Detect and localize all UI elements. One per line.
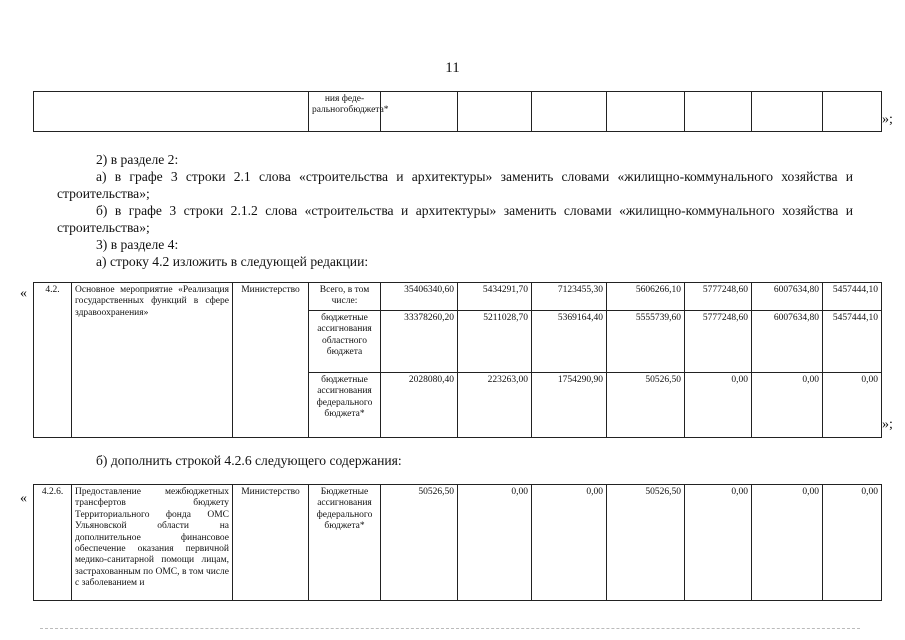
fragment-cell bbox=[458, 92, 532, 132]
source-federal: бюджетные ассигнования федерального бюджета* bbox=[309, 372, 381, 437]
paragraph-section-4: 3) в разделе 4: bbox=[96, 237, 179, 252]
value-cell: 6007634,80 bbox=[752, 283, 823, 311]
top-fragment-table bbox=[33, 91, 882, 132]
value-cell: 50526,50 bbox=[607, 485, 685, 601]
value-cell: 33378260,20 bbox=[381, 310, 458, 372]
fragment-cell bbox=[381, 92, 458, 132]
value-cell: 5434291,70 bbox=[458, 283, 532, 311]
row-executor: Министерство bbox=[233, 485, 309, 601]
fragment-source-cell: ния феде-ральногобюджета* bbox=[309, 92, 381, 132]
open-quote-mark: « bbox=[20, 491, 27, 506]
fragment-cell bbox=[34, 92, 309, 132]
row-executor: Министерство bbox=[233, 283, 309, 438]
source-federal: Бюджетные ассигнования федерального бюджета* bbox=[309, 485, 381, 601]
value-cell: 5369164,40 bbox=[532, 310, 607, 372]
value-cell: 50526,50 bbox=[607, 372, 685, 437]
value-cell: 5211028,70 bbox=[458, 310, 532, 372]
fragment-cell bbox=[823, 92, 882, 132]
close-quote-mark: »; bbox=[882, 417, 893, 432]
value-cell: 0,00 bbox=[685, 485, 752, 601]
paragraph-item-b: б) в графе 3 строки 2.1.2 слова «строительства и архитектуры» заменить словами «жилищно-коммунального хозяйства и строительства»; bbox=[57, 203, 853, 235]
fragment-cell bbox=[752, 92, 823, 132]
value-cell: 0,00 bbox=[752, 372, 823, 437]
fragment-cell bbox=[532, 92, 607, 132]
row-name: Предоставление межбюджетных трансфертов бюджету Территориального фонда ОМС Ульяновской области на дополнительное финансовое обеспечение оказания первичной медико-санитарной помощи лицам, застрахованным по ОМС, в том числе с заболеванием и bbox=[72, 485, 233, 601]
paragraph-section-2: 2) в разделе 2: bbox=[96, 152, 179, 167]
value-cell: 5457444,10 bbox=[823, 310, 882, 372]
value-cell: 0,00 bbox=[752, 485, 823, 601]
row-4-2-table bbox=[33, 282, 882, 438]
value-cell: 5606266,10 bbox=[607, 283, 685, 311]
open-quote-mark: « bbox=[20, 286, 27, 301]
row-number: 4.2. bbox=[34, 283, 72, 438]
value-cell: 1754290,90 bbox=[532, 372, 607, 437]
fragment-cell bbox=[685, 92, 752, 132]
value-cell: 0,00 bbox=[458, 485, 532, 601]
row-number: 4.2.6. bbox=[34, 485, 72, 601]
value-cell: 35406340,60 bbox=[381, 283, 458, 311]
value-cell: 5777248,60 bbox=[685, 283, 752, 311]
value-cell: 223263,00 bbox=[458, 372, 532, 437]
value-cell: 5457444,10 bbox=[823, 283, 882, 311]
row-name: Основное мероприятие «Реализация государственных функций в сфере здравоохранения» bbox=[72, 283, 233, 438]
scan-artifact-line bbox=[40, 628, 860, 630]
value-cell: 5777248,60 bbox=[685, 310, 752, 372]
value-cell: 5555739,60 bbox=[607, 310, 685, 372]
value-cell: 0,00 bbox=[685, 372, 752, 437]
value-cell: 7123455,30 bbox=[532, 283, 607, 311]
paragraph-row-4-2: а) строку 4.2 изложить в следующей редакции: bbox=[96, 254, 369, 269]
value-cell: 6007634,80 bbox=[752, 310, 823, 372]
value-cell: 50526,50 bbox=[381, 485, 458, 601]
source-total: Всего, в том числе: bbox=[309, 283, 381, 311]
paragraph-item-a: а) в графе 3 строки 2.1 слова «строительства и архитектуры» заменить словами «жилищно-коммунального хозяйства и строительства»; bbox=[57, 169, 853, 201]
value-cell: 0,00 bbox=[823, 372, 882, 437]
close-quote-mark: »; bbox=[882, 112, 893, 127]
value-cell: 2028080,40 bbox=[381, 372, 458, 437]
source-regional: бюджетные ассигнования областного бюджета bbox=[309, 310, 381, 372]
paragraph-row-4-2-6: б) дополнить строкой 4.2.6 следующего содержания: bbox=[96, 453, 402, 468]
value-cell: 0,00 bbox=[532, 485, 607, 601]
page-number: 11 bbox=[445, 60, 460, 76]
fragment-cell bbox=[607, 92, 685, 132]
value-cell: 0,00 bbox=[823, 485, 882, 601]
row-4-2-6-table bbox=[33, 484, 882, 601]
